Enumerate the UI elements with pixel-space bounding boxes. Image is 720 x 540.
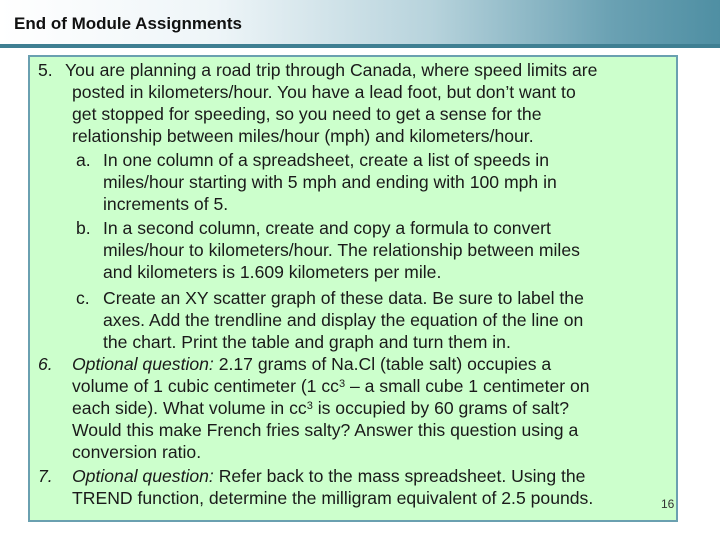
question-6-line-2: volume of 1 cubic centimeter (1 $cc^3$ – a small cube 1 centimeter on	[72, 376, 590, 396]
question-5-number: 5.	[38, 60, 53, 80]
question-5b-line-3: and kilometers is 1.609 kilometers per mile.	[103, 262, 442, 282]
question-5c-label: c.	[76, 288, 90, 308]
question-5c-line-3: the chart. Print the table and graph and turn them in.	[103, 332, 511, 352]
question-6-line-3: each side). What volume in $cc^3$ is occupied by 60 grams of salt?	[72, 398, 570, 418]
question-5a-line-3: increments of 5.	[103, 194, 229, 214]
question-5a-line-2: miles/hour starting with 5 mph and ending with 100 mph in	[103, 172, 557, 192]
page-number: 16	[661, 497, 675, 511]
question-6-number: 6.	[38, 354, 53, 374]
question-5-line-4: relationship between miles/hour (mph) and kilometers/hour.	[72, 126, 534, 146]
header-divider	[0, 44, 720, 48]
assignment-text-box: 5. You are planning a road trip through Canada, where speed limits are posted in kilometers/hour. You have a lead foot, but don’t want to get stopped for speeding, so you need to get a sense for the relationship between miles/hour (mph) and kilometers/hour. a. In one column of a spreadsheet, create a list of speeds in miles/hour starting with 5 mph and ending with 100 mph in increments of 5. b. In a second column, create and copy a formula to convert miles/hour to kilometers/hour. The relationship between miles and kilometers is 1.609 kilometers per mile. c. Create an XY scatter graph of these data. Be sure to label the axes. Add the trendline and display the equation of the line on the chart. Print the table and graph and turn them in. 6. Optional question: 2.17 grams of Na.Cl (table salt) occupies a volume of 1 cubic centimeter (1 $cc^3$ – a small cube 1 centimeter on each side). What volume in $cc^3$ is occupied by 60 grams of salt? Would this make French fries salty? Answer this question using a conversion ratio. 7. Optional question: Refer back to the mass spreadsheet. Using the TREND function, determine the milligram equivalent of 2.5 pounds.	[28, 55, 678, 522]
question-6-optional-label: Optional question:	[72, 354, 214, 374]
question-5-line-2: posted in kilometers/hour. You have a lead foot, but don’t want to	[72, 82, 576, 102]
question-5b-label: b.	[76, 218, 91, 238]
question-7-optional-label: Optional question:	[72, 466, 214, 486]
question-5a-label: a.	[76, 150, 91, 170]
slide-title: End of Module Assignments	[14, 14, 242, 33]
question-6-line-5: conversion ratio.	[72, 442, 202, 462]
question-5b-line-2: miles/hour to kilometers/hour. The relationship between miles	[103, 240, 580, 260]
question-6-line-4: Would this make French fries salty? Answer this question using a	[72, 420, 579, 440]
question-5c-line-2: axes. Add the trendline and display the equation of the line on	[103, 310, 584, 330]
question-5-line-3: get stopped for speeding, so you need to get a sense for the	[72, 104, 542, 124]
question-7-number: 7.	[38, 466, 53, 486]
question-7-line-2: TREND function, determine the milligram equivalent of 2.5 pounds.	[72, 488, 594, 508]
